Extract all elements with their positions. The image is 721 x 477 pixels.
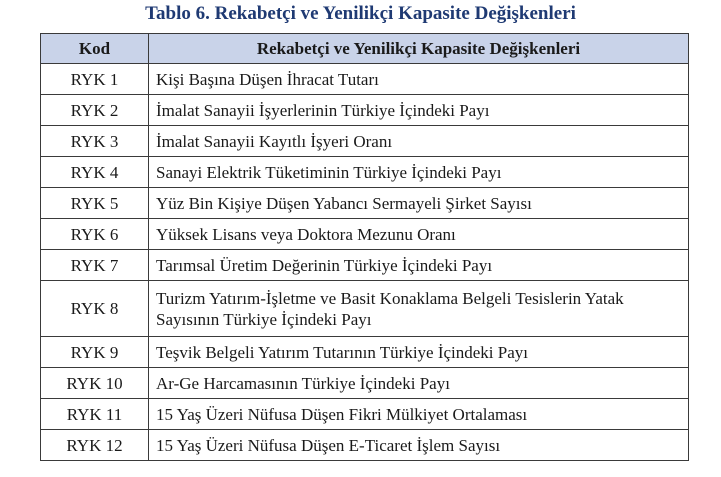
table-caption: Tablo 6. Rekabetçi ve Yenilikçi Kapasite Değişkenleri bbox=[145, 3, 576, 24]
row-description: 15 Yaş Üzeri Nüfusa Düşen E-Ticaret İşlem Sayısı bbox=[149, 430, 689, 461]
row-code: RYK 12 bbox=[41, 430, 149, 461]
row-code: RYK 2 bbox=[41, 95, 149, 126]
table-row bbox=[41, 281, 689, 337]
row-code: RYK 9 bbox=[41, 337, 149, 368]
table-row bbox=[41, 157, 689, 188]
table-row bbox=[41, 368, 689, 399]
row-description: Ar-Ge Harcamasının Türkiye İçindeki Payı bbox=[149, 368, 689, 399]
header-code: Kod bbox=[41, 34, 149, 64]
row-description: Yüz Bin Kişiye Düşen Yabancı Sermayeli Şirket Sayısı bbox=[149, 188, 689, 219]
table-row bbox=[41, 250, 689, 281]
table-row bbox=[41, 95, 689, 126]
row-code: RYK 5 bbox=[41, 188, 149, 219]
variables-table bbox=[40, 33, 689, 461]
row-description: Sanayi Elektrik Tüketiminin Türkiye İçindeki Payı bbox=[149, 157, 689, 188]
table-row bbox=[41, 188, 689, 219]
table-header-row bbox=[41, 34, 689, 64]
row-code: RYK 11 bbox=[41, 399, 149, 430]
row-description: 15 Yaş Üzeri Nüfusa Düşen Fikri Mülkiyet Ortalaması bbox=[149, 399, 689, 430]
row-code: RYK 7 bbox=[41, 250, 149, 281]
row-code: RYK 1 bbox=[41, 64, 149, 95]
header-description: Rekabetçi ve Yenilikçi Kapasite Değişkenleri bbox=[149, 34, 689, 64]
table-row bbox=[41, 64, 689, 95]
row-code: RYK 8 bbox=[41, 281, 149, 337]
table-row bbox=[41, 430, 689, 461]
row-description: Kişi Başına Düşen İhracat Tutarı bbox=[149, 64, 689, 95]
table-row bbox=[41, 126, 689, 157]
row-description: Yüksek Lisans veya Doktora Mezunu Oranı bbox=[149, 219, 689, 250]
row-description: Turizm Yatırım-İşletme ve Basit Konaklama Belgeli Tesislerin Yatak Sayısının Türkiye İçindeki Payı bbox=[149, 281, 689, 337]
row-code: RYK 4 bbox=[41, 157, 149, 188]
table-row bbox=[41, 399, 689, 430]
table-row bbox=[41, 337, 689, 368]
row-description: Tarımsal Üretim Değerinin Türkiye İçindeki Payı bbox=[149, 250, 689, 281]
row-code: RYK 6 bbox=[41, 219, 149, 250]
row-description: Teşvik Belgeli Yatırım Tutarının Türkiye İçindeki Payı bbox=[149, 337, 689, 368]
row-code: RYK 3 bbox=[41, 126, 149, 157]
row-code: RYK 10 bbox=[41, 368, 149, 399]
table-row bbox=[41, 219, 689, 250]
row-description: İmalat Sanayii Kayıtlı İşyeri Oranı bbox=[149, 126, 689, 157]
row-description: İmalat Sanayii İşyerlerinin Türkiye İçindeki Payı bbox=[149, 95, 689, 126]
